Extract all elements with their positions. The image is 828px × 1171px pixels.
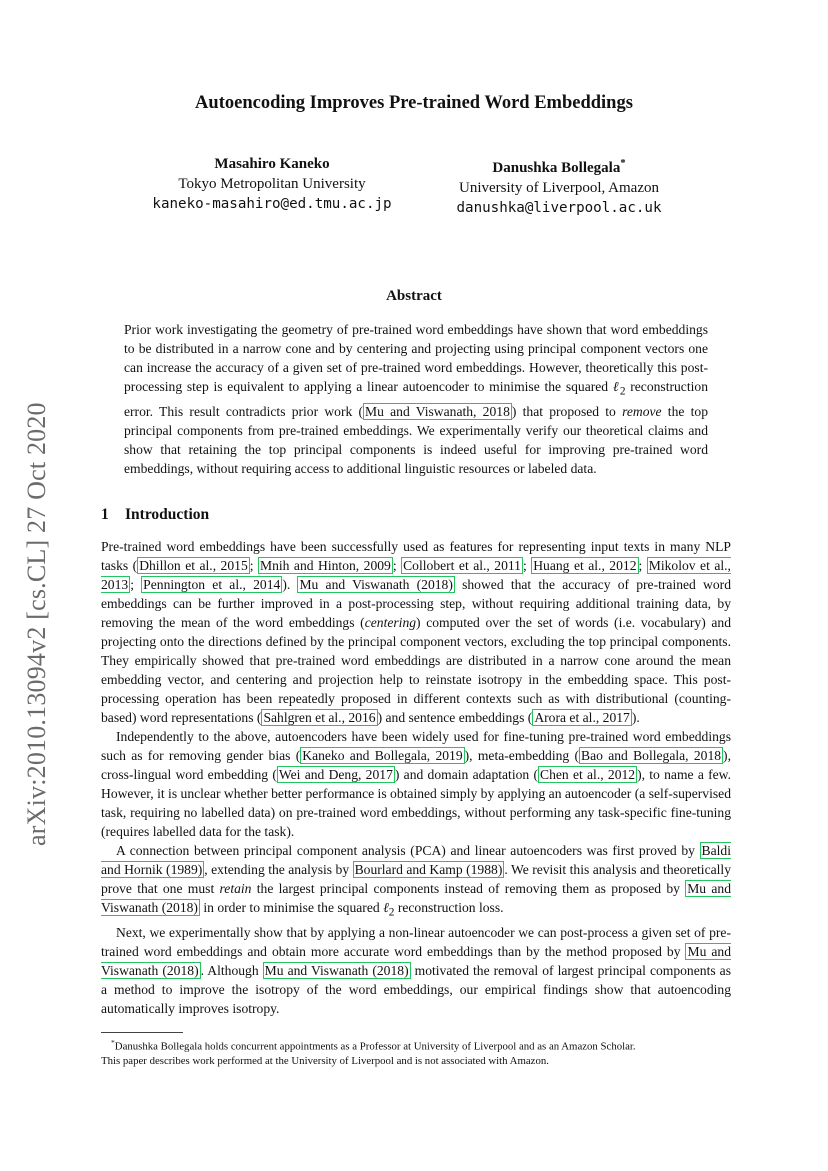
arxiv-identifier-stamp: arXiv:2010.13094v2 [cs.CL] 27 Oct 2020 xyxy=(22,402,51,846)
paragraph: A connection between principal component analysis (PCA) and linear autoencoders was first proved by Baldi and Hornik (1989) , extending the analysis by Bourlard and Kamp (1988) . We revisit this analysis and theoretically prove that one must retain the largest principal components instead of removing them as proposed by Mu and Viswanath (2018) in order to minimise the squared ℓ$_2$ reconstruction loss. xyxy=(101,843,731,919)
citation-link[interactable]: Mikolov et al., 2013 xyxy=(101,558,731,592)
section-body xyxy=(101,537,731,1018)
citation-link[interactable]: Sahlgren et al., 2016 xyxy=(263,710,376,725)
citation-link[interactable]: Mu and Viswanath (2018) xyxy=(264,962,409,978)
citation-link[interactable]: Kaneko and Bollegala, 2019 xyxy=(302,748,463,763)
footnote xyxy=(101,1036,735,1068)
abstract-text: Prior work investigating the geometry of pre-trained word embeddings have shown that word embeddings to be distributed in a narrow cone and by centering and projecting using principal component vectors one can increase the accuracy of a given set of pre-trained word embeddings. However, theoretically this post-processing step is equivalent to applying a linear autoencoder to minimise the squared ℓ$_2$ reconstruction error. This result contradicts prior work ( Mu and Viswanath, 2018 ) that proposed to remove the top principal components from pre-trained embeddings. We experimentally verify our theoretical claims and show that retaining the top principal components is indeed useful for improving pre-trained word embeddings, without requiring access to additional linguistic resources or labeled data. xyxy=(124,322,708,476)
citation-link[interactable]: Huang et al., 2012 xyxy=(533,558,637,573)
footnote-divider xyxy=(101,1032,183,1033)
section-title: Introduction xyxy=(125,506,210,523)
section-number: 1 xyxy=(101,506,109,523)
citation-link[interactable]: Bourlard and Kamp (1988) xyxy=(354,862,503,877)
author-email[interactable]: danushka@liverpool.ac.uk xyxy=(456,200,662,216)
footnote-line: *Danushka Bollegala holds concurrent appointments as a Professor at University of Liverpool and as an Amazon Scholar. xyxy=(111,1038,636,1053)
citation-link[interactable]: Collobert et al., 2011 xyxy=(403,558,521,573)
citation-link[interactable]: Mu and Viswanath, 2018 xyxy=(365,403,510,419)
citation-link[interactable]: Wei and Deng, 2017 xyxy=(278,767,393,782)
citation-link[interactable]: Mnih and Hinton, 2009 xyxy=(260,558,391,573)
citation-link[interactable]: Mu and Viswanath (2018) xyxy=(101,943,731,978)
section-heading xyxy=(101,506,209,524)
citation-link[interactable]: Pennington et al., 2014 xyxy=(143,577,281,592)
footnote-line: This paper describes work performed at the University of Liverpool and is not associated with Amazon. xyxy=(101,1054,549,1067)
citation-link[interactable]: Mu and Viswanath (2018) xyxy=(101,881,731,915)
author-email[interactable]: kaneko-masahiro@ed.tmu.ac.jp xyxy=(152,196,392,212)
author-block xyxy=(409,154,709,218)
author-block xyxy=(122,154,422,214)
paragraph: Independently to the above, autoencoders have been widely used for fine-tuning pre-trained word embeddings such as for removing gender bias ( Kaneko and Bollegala, 2019 ), meta-embedding ( Bao and Bollegala, 2018 ), cross-lingual word embedding ( Wei and Deng, 2017 ) and domain adaptation ( Chen et al., 2012 ), to name a few. However, it is unclear whether better performance is obtained simply by applying an autoencoder (a self-supervised task, requiring no labelled data) on pre-trained word embeddings, without performing any task-specific fine-tuning (requires labelled data for the task). xyxy=(101,729,732,839)
citation-link[interactable]: Arora et al., 2017 xyxy=(534,710,630,725)
abstract-heading: Abstract xyxy=(386,288,442,304)
author-name: Danushka Bollegala* xyxy=(492,158,626,176)
citation-link[interactable]: Dhillon et al., 2015 xyxy=(139,558,248,573)
author-name: Masahiro Kaneko xyxy=(214,156,330,172)
author-affiliation: Tokyo Metropolitan University xyxy=(178,176,366,192)
citation-link[interactable]: Mu and Viswanath (2018) xyxy=(299,577,453,592)
paragraph: Pre-trained word embeddings have been successfully used as features for representing input texts in many NLP tasks ( Dhillon et al., 2015 ; Mnih and Hinton, 2009 ; Collobert et al., 2011 ; Huang et al., 2012 ; Mikolov et al., 2013 ; Pennington et al., 2014 ). Mu and Viswanath (2018) showed that the accuracy of pre-trained word embeddings can be further improved in a post-processing step, without requiring additional training data, by removing the mean of the word embeddings (centering) computed over the set of words (i.e. vocabulary) and projecting onto the directions defined by the principal component vectors, excluding the top principal components. They empirically showed that pre-trained word embeddings are distributed in a narrow cone around the mean embedding vector, and centering and projection help to reinstate isotropy in the embedding space. This post-processing operation has been repeatedly proposed in different contexts such as with distributional (counting-based) word representations ( Sahlgren et al., 2016 ) and sentence embeddings ( Arora et al., 2017 ). xyxy=(101,539,731,725)
author-affiliation: University of Liverpool, Amazon xyxy=(459,180,659,196)
citation-link[interactable]: Bao and Bollegala, 2018 xyxy=(581,748,722,763)
citation-link[interactable]: Chen et al., 2012 xyxy=(540,767,636,782)
citation-link[interactable]: Baldi and Hornik (1989) xyxy=(101,843,731,877)
paragraph: Next, we experimentally show that by applying a non-linear autoencoder we can post-process a given set of pre-trained word embeddings and obtain more accurate word embeddings than by the method proposed by Mu and Viswanath (2018) . Although Mu and Viswanath (2018) motivated the removal of largest principal components as a method to improve the isotropy of the word embeddings, our empirical findings show that autoencoding automatically improves isotropy. xyxy=(101,924,731,1016)
footnote-mark[interactable]: * xyxy=(620,158,626,169)
paper-title: Autoencoding Improves Pre-trained Word Embeddings xyxy=(195,93,633,113)
